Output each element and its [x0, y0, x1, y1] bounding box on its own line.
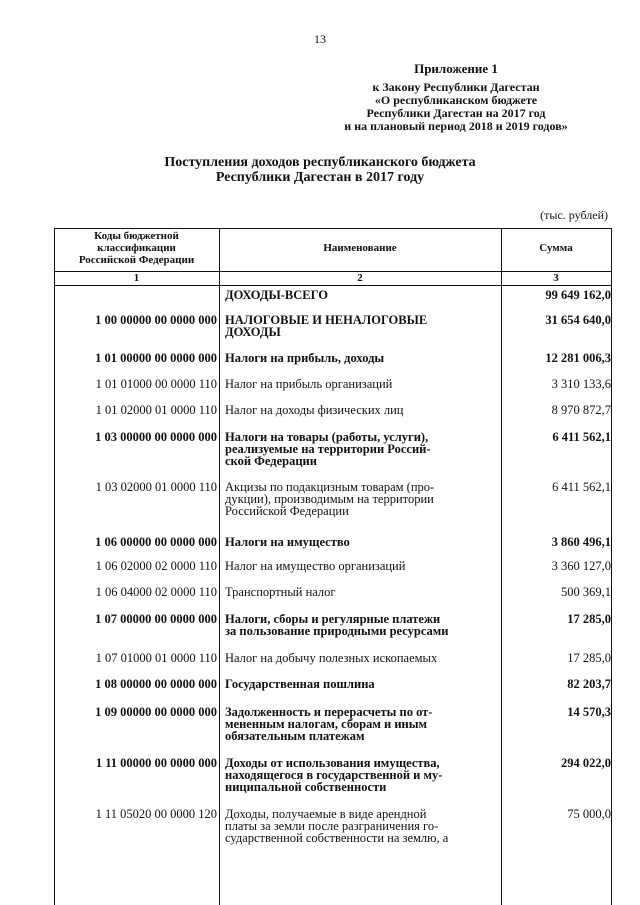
row-name-line: за пользование природными ресурсами — [225, 624, 449, 638]
units-label: (тыс. рублей) — [540, 208, 608, 222]
row-code: 1 00 00000 00 0000 000 — [95, 313, 217, 327]
table-top-border — [54, 228, 611, 229]
row-name — [225, 481, 501, 517]
row-code: 1 03 00000 00 0000 000 — [95, 430, 217, 444]
row-name-line: Налоги на товары (работы, услуги), — [225, 430, 429, 444]
row-code: 1 01 00000 00 0000 000 — [95, 351, 217, 365]
column-number: 3 — [553, 272, 559, 284]
row-code: 1 11 05020 00 0000 120 — [95, 807, 217, 821]
appendix-line: Республики Дагестан на 2017 год — [366, 106, 546, 120]
row-name-line: мененным налогам, сборам и иным — [225, 717, 428, 731]
row-name-line: дукции), производимым на территории — [225, 492, 434, 506]
row-sum: 17 285,0 — [567, 651, 611, 665]
row-sum: 294 022,0 — [561, 756, 611, 770]
appendix-line: «О республиканском бюджете — [374, 93, 538, 107]
title-line: Поступления доходов республиканского бюджета — [164, 155, 476, 170]
row-name — [225, 352, 501, 364]
row-name-line: платы за земли после разграничения го- — [225, 819, 439, 833]
column-separator — [219, 228, 220, 905]
row-name-line: ДОХОДЫ — [225, 325, 281, 339]
row-name-line: обязательным платежам — [225, 729, 365, 743]
row-name-line: Налог на прибыль организаций — [225, 377, 393, 391]
row-name-line: Налоги, сборы и регулярные платежи — [225, 612, 441, 626]
row-name — [225, 560, 501, 572]
row-code: 1 09 00000 00 0000 000 — [95, 705, 217, 719]
row-sum: 82 203,7 — [567, 677, 611, 691]
row-code: 1 07 00000 00 0000 000 — [95, 612, 217, 626]
row-name-line: Задолженность и перерасчеты по от- — [225, 705, 433, 719]
row-name-line: Доходы, получаемые в виде арендной — [225, 807, 427, 821]
row-name — [225, 808, 501, 844]
header-code: Коды бюджетной классификации Российской Федерации — [78, 230, 195, 266]
row-code: 1 08 00000 00 0000 000 — [95, 677, 217, 691]
row-code: 1 06 00000 00 0000 000 — [95, 535, 217, 549]
row-sum: 500 369,1 — [561, 585, 611, 599]
row-name-line: Налог на добычу полезных ископаемых — [225, 651, 438, 665]
row-code: 1 03 02000 01 0000 110 — [95, 480, 217, 494]
row-name — [225, 706, 501, 742]
appendix-block — [306, 62, 606, 133]
row-sum: 12 281 006,3 — [545, 351, 611, 365]
row-name — [225, 652, 501, 664]
column-number: 2 — [357, 272, 363, 284]
row-sum: 14 570,3 — [567, 705, 611, 719]
row-name-line: НАЛОГОВЫЕ И НЕНАЛОГОВЫЕ — [225, 313, 428, 327]
row-name — [225, 613, 501, 637]
row-name-line: Государственная пошлина — [225, 677, 375, 691]
row-sum: 17 285,0 — [567, 612, 611, 626]
row-name — [225, 678, 501, 690]
row-name — [225, 314, 501, 338]
row-name-line: Акцизы по подакцизным товарам (про- — [225, 480, 435, 494]
row-name — [225, 757, 501, 793]
document-title — [0, 155, 640, 185]
row-name — [225, 536, 501, 548]
row-name-line: находящегося в государственной и му- — [225, 768, 443, 782]
row-sum: 6 411 562,1 — [552, 480, 611, 494]
row-sum: 3 310 133,6 — [551, 377, 611, 391]
appendix-line: и на плановый период 2018 и 2019 годов» — [344, 119, 568, 133]
row-name — [225, 289, 501, 301]
row-name-line: ской Федерации — [225, 454, 317, 468]
row-name-line: Доходы от использования имущества, — [225, 756, 440, 770]
appendix-line: к Закону Республики Дагестан — [372, 80, 540, 94]
row-name-line: Налоги на прибыль, доходы — [225, 351, 385, 365]
title-line: Республики Дагестан в 2017 году — [215, 170, 425, 185]
row-sum: 99 649 162,0 — [545, 288, 611, 302]
row-name — [225, 586, 501, 598]
row-sum: 75 000,0 — [567, 807, 611, 821]
column-number: 1 — [133, 272, 140, 284]
row-name — [225, 378, 501, 390]
row-code: 1 07 01000 01 0000 110 — [95, 651, 217, 665]
header-name: Наименование — [323, 242, 397, 254]
row-code: 1 06 04000 02 0000 110 — [95, 585, 217, 599]
row-name-line: Российской Федерации — [225, 504, 349, 518]
row-code: 1 06 02000 02 0000 110 — [95, 559, 217, 573]
row-sum: 8 970 872,7 — [551, 403, 611, 417]
column-separator — [501, 228, 502, 905]
appendix-heading: Приложение 1 — [414, 61, 498, 76]
row-name-line: реализуемые на территории Россий- — [225, 442, 431, 456]
row-name — [225, 431, 501, 467]
colnum-divider — [54, 285, 611, 286]
row-name-line: ДОХОДЫ-ВСЕГО — [225, 288, 328, 302]
row-code: 1 11 00000 00 0000 000 — [95, 756, 217, 770]
row-sum: 6 411 562,1 — [552, 430, 611, 444]
row-code: 1 01 02000 01 0000 110 — [95, 403, 217, 417]
row-name-line: Транспортный налог — [225, 585, 336, 599]
header-sum: Сумма — [539, 242, 573, 254]
row-sum: 3 860 496,1 — [551, 535, 611, 549]
row-name-line: сударственной собственности на землю, а — [225, 831, 449, 845]
page-number: 13 — [314, 32, 326, 46]
row-name-line: Налоги на имущество — [225, 535, 350, 549]
row-name-line: Налог на имущество организаций — [225, 559, 406, 573]
row-code: 1 01 01000 00 0000 110 — [95, 377, 217, 391]
row-sum: 3 360 127,0 — [551, 559, 611, 573]
row-name — [225, 404, 501, 416]
row-sum: 31 654 640,0 — [545, 313, 611, 327]
table-right-border — [611, 228, 612, 905]
row-name-line: Налог на доходы физических лиц — [225, 403, 404, 417]
row-name-line: ниципальной собственности — [225, 780, 387, 794]
